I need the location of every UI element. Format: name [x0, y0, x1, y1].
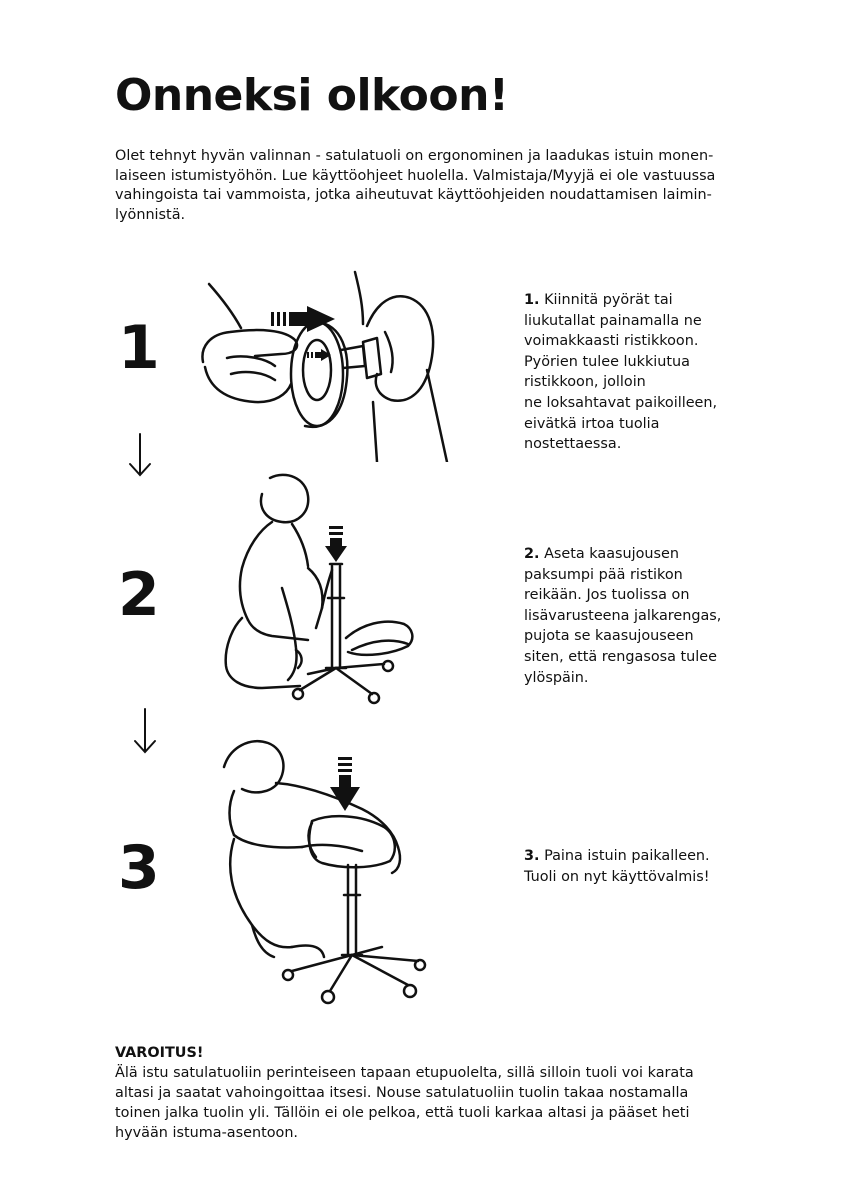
step-3-instruction — [524, 846, 754, 887]
step-3-line: Paina istuin paikalleen. — [544, 848, 710, 864]
step-2-line: lisävarusteena jalkarengas, — [524, 607, 722, 624]
step-1-line: Kiinnitä pyörät tai — [544, 292, 673, 308]
step-3-line: Tuoli on nyt käyttövalmis! — [524, 868, 710, 885]
intro-line: vahingoista tai vammoista, jotka aiheutuvat käyttöohjeiden noudattamisen laimin- — [115, 187, 712, 204]
step-2-line: ylöspäin. — [524, 669, 589, 686]
step-2-instruction — [524, 544, 754, 688]
warning-title: VAROITUS! — [115, 1045, 204, 1061]
warning-text — [115, 1063, 755, 1143]
warning-line: Älä istu satulatuoliin perinteiseen tapaan etupuolelta, sillä silloin tuoli voi karata — [115, 1065, 694, 1081]
step-3-label: 3. — [524, 848, 540, 864]
warning-section — [115, 1043, 755, 1143]
step-2-line: Aseta kaasujousen — [544, 546, 680, 562]
wheel-attach-illustration — [195, 262, 455, 462]
step-1-line: liukutallat painamalla ne — [524, 312, 702, 329]
gas-spring-illustration — [212, 468, 432, 708]
step-1-number: 1 — [118, 313, 160, 383]
step-1-line: voimakkaasti ristikkoon. — [524, 333, 699, 350]
step-3-number: 3 — [118, 833, 160, 903]
step-2-line: siten, että rengasosa tulee — [524, 648, 717, 665]
step-2-label: 2. — [524, 546, 540, 562]
warning-line: toinen jalka tuolin yli. Tällöin ei ole pelkoa, että tuoli karkaa altasi ja pääset heti — [115, 1105, 690, 1121]
down-arrow-icon — [125, 430, 155, 480]
step-1-line: nostettaessa. — [524, 436, 622, 453]
page-title: Onneksi olkoon! — [115, 70, 509, 121]
step-2-line: paksumpi pää ristikon — [524, 566, 683, 583]
intro-line: laiseen istumistyöhön. Lue käyttöohjeet huolella. Valmistaja/Myyjä ei ole vastuussa — [115, 167, 716, 184]
intro-line: Olet tehnyt hyvän valinnan - satulatuoli on ergonominen ja laadukas istuin monen- — [115, 148, 714, 164]
step-1-label: 1. — [524, 292, 540, 308]
step-2-line: pujota se kaasujouseen — [524, 628, 694, 645]
intro-line: lyönnistä. — [115, 206, 186, 223]
down-arrow-icon — [130, 705, 160, 757]
warning-line: hyvään istuma-asentoon. — [115, 1125, 299, 1141]
step-1-instruction — [524, 290, 754, 455]
warning-line: altasi ja saatat vahoingoittaa itsesi. Nouse satulatuoliin tuolin takaa nostamalla — [115, 1085, 689, 1101]
step-1-line: ne loksahtavat paikoilleen, — [524, 394, 718, 411]
seat-press-illustration — [212, 735, 442, 1010]
step-1-line: ristikkoon, jolloin — [524, 374, 646, 391]
step-2-line: reikään. Jos tuolissa on — [524, 587, 690, 604]
step-1-line: eivätkä irtoa tuolia — [524, 415, 660, 432]
step-1-line: Pyörien tulee lukkiutua — [524, 353, 690, 370]
intro-paragraph — [115, 147, 735, 225]
step-2-number: 2 — [118, 560, 160, 630]
